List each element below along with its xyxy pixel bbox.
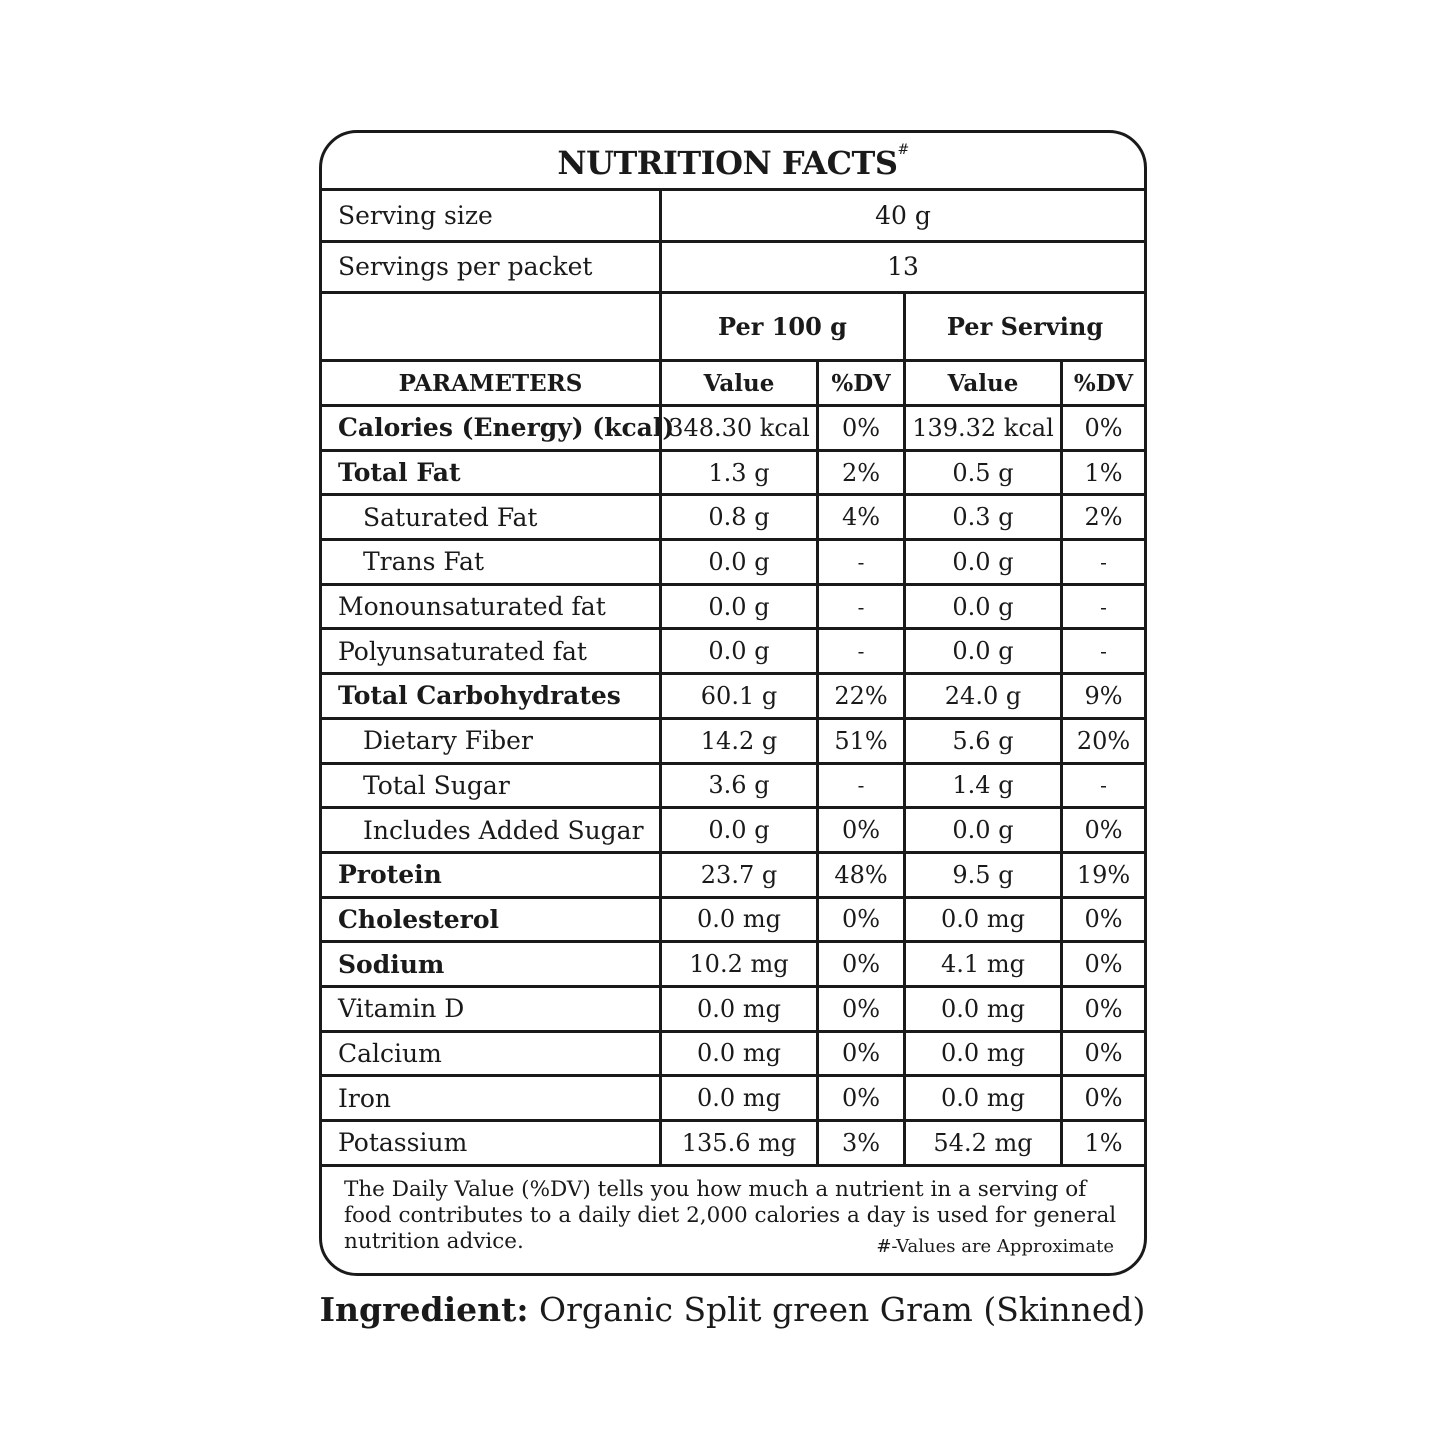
blank-header-cell xyxy=(322,294,662,359)
value-per-serving: 0.0 mg xyxy=(906,899,1063,941)
table-row xyxy=(322,899,1144,944)
footnote-text: The Daily Value (%DV) tells you how much a nutrient in a serving of food contributes to a daily diet 2,000 calories a day is used for general nutrition advice. xyxy=(344,1177,1117,1254)
table-row xyxy=(322,765,1144,810)
value-per-100g: 0.0 g xyxy=(662,586,819,628)
nutrient-name: Total Fat xyxy=(322,452,662,494)
table-row xyxy=(322,1077,1144,1122)
value-per-serving: 0.0 g xyxy=(906,541,1063,583)
dv-per-serving: 1% xyxy=(1084,1128,1123,1157)
dv-per-serving: 0% xyxy=(1084,994,1123,1023)
dv-per-serving: 0% xyxy=(1084,1039,1123,1068)
value-per-serving: 4.1 mg xyxy=(906,943,1063,985)
nutrient-name: Calcium xyxy=(322,1033,662,1075)
dv-per-serving: 1% xyxy=(1084,458,1123,487)
value-per-serving: 1.4 g xyxy=(906,765,1063,807)
dv-per-100g: 0% xyxy=(819,1033,906,1075)
dv-per-100g: - xyxy=(819,541,906,583)
panel-title xyxy=(322,133,1144,191)
dv-per-100g: 3% xyxy=(819,1122,906,1164)
dv-per-100g: 0% xyxy=(819,1077,906,1119)
column-group-header xyxy=(322,294,1144,362)
table-row xyxy=(322,452,1144,497)
value-per-100g: 1.3 g xyxy=(662,452,819,494)
per-serving-header: Per Serving xyxy=(946,312,1104,341)
servings-per-packet-row xyxy=(322,243,1144,295)
dv-per-serving: - xyxy=(1100,594,1107,619)
value-per-100g: 14.2 g xyxy=(662,720,819,762)
dv-per-serving: 20% xyxy=(1076,726,1131,755)
dv-per-serving: 19% xyxy=(1076,860,1131,889)
nutrient-name: Includes Added Sugar xyxy=(322,809,662,851)
value-per-serving: 139.32 kcal xyxy=(906,407,1063,449)
servings-per-packet-value: 13 xyxy=(887,252,919,282)
table-row xyxy=(322,720,1144,765)
value-per-100g: 0.0 mg xyxy=(662,988,819,1030)
dv-per-serving: 2% xyxy=(1084,503,1123,532)
table-row xyxy=(322,407,1144,452)
dv-per-serving: - xyxy=(1100,549,1107,574)
table-row xyxy=(322,854,1144,899)
ingredient-value: Organic Split green Gram (Skinned) xyxy=(539,1290,1146,1329)
value-per-serving: 9.5 g xyxy=(906,854,1063,896)
nutrient-name: Monounsaturated fat xyxy=(322,586,662,628)
value-per-100g: 135.6 mg xyxy=(662,1122,819,1164)
daily-value-footnote xyxy=(322,1167,1144,1273)
value-per-serving: 0.5 g xyxy=(906,452,1063,494)
dv-per-serving: 0% xyxy=(1084,816,1123,845)
nutrient-name: Protein xyxy=(322,854,662,896)
value-per-serving: 0.0 g xyxy=(906,809,1063,851)
nutrient-name: Saturated Fat xyxy=(322,496,662,538)
dv-per-serving: 9% xyxy=(1084,681,1123,710)
dv-per-serving: - xyxy=(1100,773,1107,798)
nutrient-name: Iron xyxy=(322,1077,662,1119)
nutrition-facts-panel xyxy=(319,130,1147,1276)
value-per-100g: 3.6 g xyxy=(662,765,819,807)
table-row xyxy=(322,630,1144,675)
nutrient-name: Total Carbohydrates xyxy=(322,675,662,717)
table-row xyxy=(322,943,1144,988)
value-per-100g: 0.0 g xyxy=(662,541,819,583)
dv-per-serving: 0% xyxy=(1084,905,1123,934)
serving-size-row xyxy=(322,191,1144,243)
value-per-100g: 0.8 g xyxy=(662,496,819,538)
table-row xyxy=(322,541,1144,586)
value-per-100g: 0.0 g xyxy=(662,630,819,672)
ingredient-label: Ingredient: xyxy=(319,1290,529,1329)
value-per-100g: 60.1 g xyxy=(662,675,819,717)
dv-per-100g: 51% xyxy=(819,720,906,762)
dv-per-100g: 0% xyxy=(819,943,906,985)
dv-per-100g: 4% xyxy=(819,496,906,538)
nutrient-name: Calories (Energy) (kcal) xyxy=(322,407,662,449)
nutrient-name: Total Sugar xyxy=(322,765,662,807)
servings-per-packet-label: Servings per packet xyxy=(322,243,662,292)
dv-per-100g: 0% xyxy=(819,988,906,1030)
table-row xyxy=(322,1122,1144,1167)
ingredient-line xyxy=(0,1290,1445,1329)
nutrient-name: Potassium xyxy=(322,1122,662,1164)
value-per-serving: 0.0 mg xyxy=(906,1077,1063,1119)
dv-per-serving: 0% xyxy=(1084,413,1123,442)
dv-per-100g: 0% xyxy=(819,899,906,941)
value-per-100g: 348.30 kcal xyxy=(662,407,819,449)
dv-per-100g: - xyxy=(819,630,906,672)
table-row xyxy=(322,496,1144,541)
nutrient-name: Dietary Fiber xyxy=(322,720,662,762)
table-row xyxy=(322,1033,1144,1078)
value-per-100g: 10.2 mg xyxy=(662,943,819,985)
approximate-note: #-Values are Approximate xyxy=(876,1236,1114,1257)
dv-per-100g: 48% xyxy=(819,854,906,896)
dv-per-serving: 0% xyxy=(1084,950,1123,979)
dv-per-serving: - xyxy=(1100,639,1107,664)
value-per-100g: 23.7 g xyxy=(662,854,819,896)
nutrient-name: Vitamin D xyxy=(322,988,662,1030)
dv-per-100g: 0% xyxy=(819,809,906,851)
value-per-serving: 5.6 g xyxy=(906,720,1063,762)
dv-header-100g: %DV xyxy=(819,362,906,404)
value-per-serving: 0.0 g xyxy=(906,586,1063,628)
nutrition-table xyxy=(322,191,1144,1167)
table-row xyxy=(322,809,1144,854)
dv-header-serving: %DV xyxy=(1073,369,1134,397)
value-header-serving: Value xyxy=(906,362,1063,404)
value-per-serving: 0.0 mg xyxy=(906,988,1063,1030)
dv-per-100g: - xyxy=(819,765,906,807)
dv-per-100g: 0% xyxy=(819,407,906,449)
nutrient-name: Polyunsaturated fat xyxy=(322,630,662,672)
title-mark: # xyxy=(897,142,909,158)
dv-per-100g: - xyxy=(819,586,906,628)
value-per-100g: 0.0 g xyxy=(662,809,819,851)
table-row xyxy=(322,675,1144,720)
nutrient-name: Cholesterol xyxy=(322,899,662,941)
value-per-serving: 54.2 mg xyxy=(906,1122,1063,1164)
nutrient-name: Trans Fat xyxy=(322,541,662,583)
nutrient-name: Sodium xyxy=(322,943,662,985)
value-per-100g: 0.0 mg xyxy=(662,1033,819,1075)
per-100g-header: Per 100 g xyxy=(662,294,906,359)
title-text: NUTRITION FACTS xyxy=(557,144,898,182)
column-header-row xyxy=(322,362,1144,407)
value-per-100g: 0.0 mg xyxy=(662,1077,819,1119)
serving-size-label: Serving size xyxy=(322,191,662,240)
value-header-100g: Value xyxy=(662,362,819,404)
value-per-serving: 0.0 g xyxy=(906,630,1063,672)
parameters-header: PARAMETERS xyxy=(322,362,662,404)
value-per-serving: 0.0 mg xyxy=(906,1033,1063,1075)
dv-per-100g: 2% xyxy=(819,452,906,494)
table-row xyxy=(322,988,1144,1033)
dv-per-100g: 22% xyxy=(819,675,906,717)
value-per-serving: 0.3 g xyxy=(906,496,1063,538)
dv-per-serving: 0% xyxy=(1084,1084,1123,1113)
value-per-100g: 0.0 mg xyxy=(662,899,819,941)
table-row xyxy=(322,586,1144,631)
serving-size-value: 40 g xyxy=(875,200,931,230)
value-per-serving: 24.0 g xyxy=(906,675,1063,717)
